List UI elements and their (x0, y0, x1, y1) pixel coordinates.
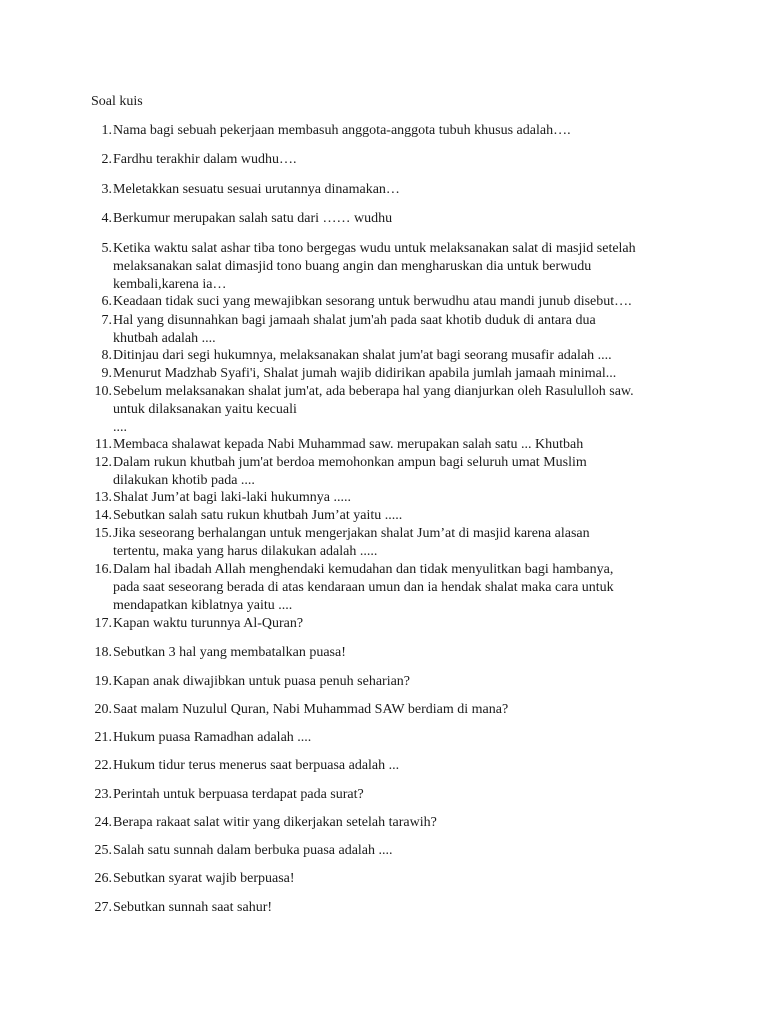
question-number: 24. (94, 815, 112, 830)
question-number: 8. (101, 348, 112, 363)
question-text: Kapan anak diwajibkan untuk puasa penuh seharian? (113, 674, 411, 689)
question-text: Dalam hal ibadah Allah menghendaki kemudahan dan tidak menyulitkan bagi hambanya, pada saat seseorang berada di atas kendaraan umun dan ia hendak shalat maka cara untuk mendapatkan kiblatnya yaitu .... (113, 562, 614, 613)
question-number: 7. (101, 313, 112, 328)
question-text: Fardhu terakhir dalam wudhu…. (113, 152, 297, 167)
question-number: 16. (94, 562, 112, 577)
question-text: Meletakkan sesuatu sesuai urutannya dinamakan… (113, 182, 400, 197)
question-number: 9. (101, 366, 112, 381)
question-number: 18. (94, 645, 112, 660)
question-text: Hal yang disunnahkan bagi jamaah shalat jum'ah pada saat khotib duduk di antara dua khutbah adalah .... (113, 313, 596, 346)
question-number: 13. (94, 490, 112, 505)
question-number: 20. (94, 702, 112, 717)
question-text: Saat malam Nuzulul Quran, Nabi Muhammad SAW berdiam di mana? (113, 702, 509, 717)
question-number: 21. (94, 730, 112, 745)
question-text: Berapa rakaat salat witir yang dikerjakan setelah tarawih? (113, 815, 437, 830)
question-number: 11. (95, 437, 112, 452)
question-number: 15. (94, 526, 112, 541)
question-number: 6. (101, 294, 112, 309)
question-text: Kapan waktu turunnya Al-Quran? (113, 616, 304, 631)
question-number: 17. (94, 616, 112, 631)
question-text: Perintah untuk berpuasa terdapat pada surat? (113, 787, 364, 802)
question-number: 26. (94, 871, 112, 886)
question-text: Sebutkan sunnah saat sahur! (113, 900, 273, 915)
question-text: Dalam rukun khutbah jum'at berdoa memohonkan ampun bagi seluruh umat Muslim dilakukan khotib pada .... (113, 455, 587, 488)
question-text: Hukum puasa Ramadhan adalah .... (113, 730, 312, 745)
question-text: Shalat Jum’at bagi laki-laki hukumnya ..... (113, 490, 351, 505)
question-number: 4. (101, 211, 112, 226)
question-number: 12. (94, 455, 112, 470)
question-text: Sebelum melaksanakan shalat jum'at, ada beberapa hal yang dianjurkan oleh Rasululloh saw. untuk dilaksanakan yaitu kecuali .... (113, 384, 634, 435)
question-number: 3. (101, 182, 112, 197)
question-number: 2. (101, 152, 112, 167)
question-text: Nama bagi sebuah pekerjaan membasuh anggota-anggota tubuh khusus adalah…. (113, 123, 571, 138)
question-text: Sebutkan syarat wajib berpuasa! (113, 871, 295, 886)
document-title: Soal kuis (91, 94, 143, 109)
question-text: Berkumur merupakan salah satu dari …… wudhu (113, 211, 393, 226)
question-text: Menurut Madzhab Syafi'i, Shalat jumah wajib didirikan apabila jumlah jamaah minimal... (113, 366, 617, 381)
question-text: Jika seseorang berhalangan untuk mengerjakan shalat Jum’at di masjid karena alasan tertentu, maka yang harus dilakukan adalah ..... (113, 526, 590, 559)
question-number: 23. (94, 787, 112, 802)
question-number: 25. (94, 843, 112, 858)
question-text: Membaca shalawat kepada Nabi Muhammad saw. merupakan salah satu ... Khutbah (113, 437, 584, 452)
question-text: Sebutkan salah satu rukun khutbah Jum’at yaitu ..... (113, 508, 403, 523)
question-number: 19. (94, 674, 112, 689)
question-text: Keadaan tidak suci yang mewajibkan sesorang untuk berwudhu atau mandi junub disebut…. (113, 294, 632, 309)
question-number: 27. (94, 900, 112, 915)
question-number: 22. (94, 758, 112, 773)
question-text: Sebutkan 3 hal yang membatalkan puasa! (113, 645, 346, 660)
question-number: 10. (94, 384, 112, 399)
question-number: 14. (94, 508, 112, 523)
question-number: 5. (101, 241, 112, 256)
question-text: Hukum tidur terus menerus saat berpuasa adalah ... (113, 758, 400, 773)
question-text: Ditinjau dari segi hukumnya, melaksanakan shalat jum'at bagi seorang musafir adalah .... (113, 348, 612, 363)
question-text: Ketika waktu salat ashar tiba tono bergegas wudu untuk melaksanakan salat di masjid setelah melaksanakan salat dimasjid tono buang angin dan mengharuskan dia untuk berwudu kembali,karena ia… (113, 241, 636, 292)
question-text: Salah satu sunnah dalam berbuka puasa adalah .... (113, 843, 393, 858)
question-number: 1. (101, 123, 112, 138)
